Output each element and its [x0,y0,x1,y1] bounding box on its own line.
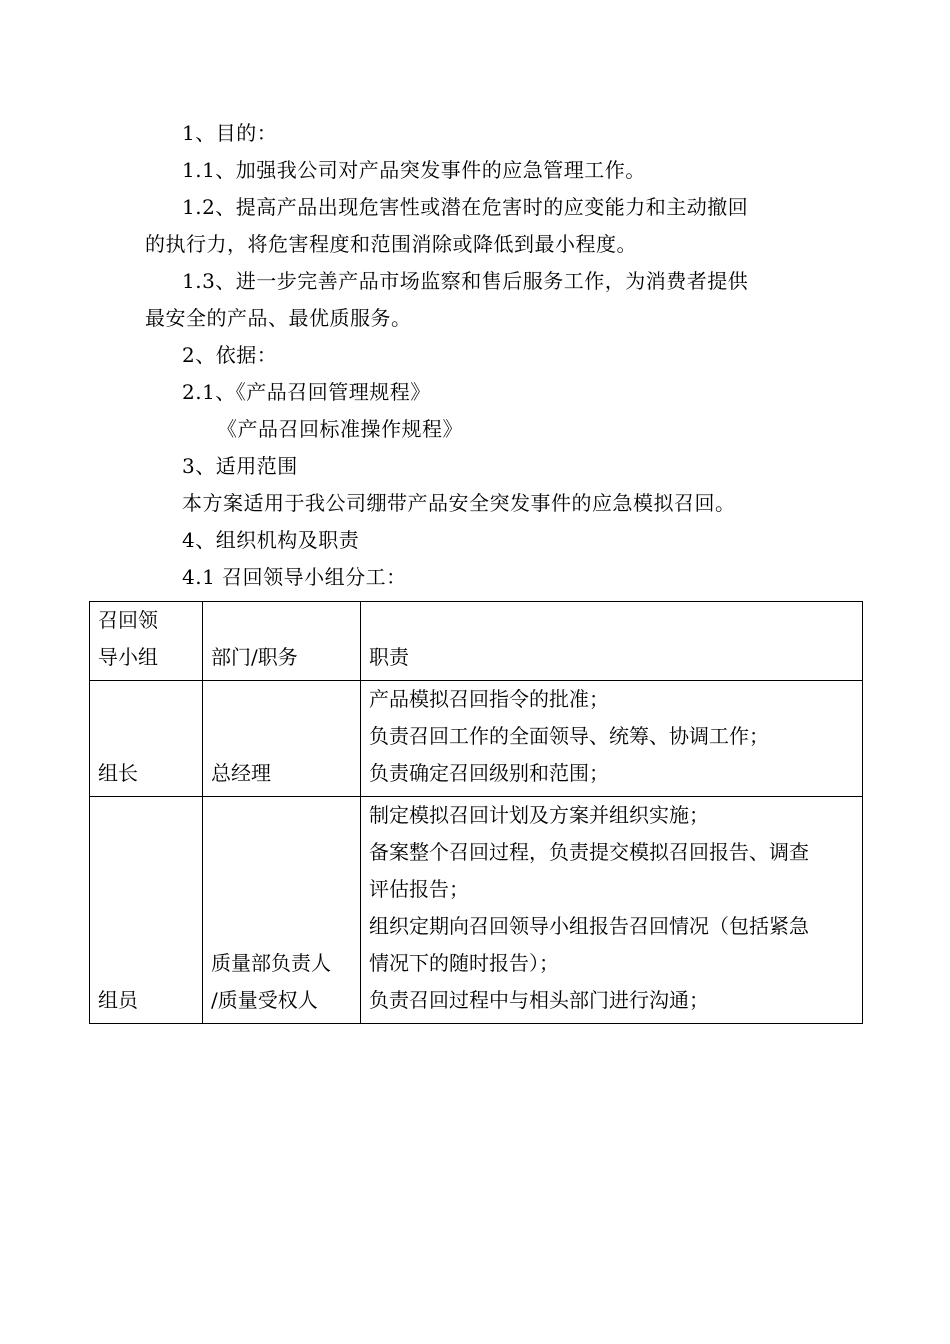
section-heading-purpose: 1、目的： [182,121,278,145]
paragraph-1-2-line1: 1.2、提高产品出现危害性或潜在危害时的应变能力和主动撤回 [182,195,749,219]
table-row [90,797,863,1024]
recall-team-table [89,601,863,1024]
row-dept-cell: 质量部负责人 /质量受权人 [203,797,361,1024]
paragraph-4-1: 4.1 召回领导小组分工： [182,565,407,589]
row-dept-cell: 总经理 [203,681,361,797]
paragraph-1-3-line1: 1.3、进一步完善产品市场监察和售后服务工作，为消费者提供 [182,269,749,293]
section-heading-organization: 4、组织机构及职责 [182,528,360,552]
paragraph-2-1: 2.1、《产品召回管理规程》 [182,380,431,404]
table-header-row [90,602,863,681]
row-duty-cell: 产品模拟召回指令的批准； 负责召回工作的全面领导、统筹、协调工作； 负责确定召回级别和范围； [361,681,863,797]
section-heading-scope: 3、适用范围 [182,454,298,478]
table-row [90,681,863,797]
paragraph-2-1-cont: 《产品召回标准操作规程》 [217,417,463,441]
paragraph-1-1: 1.1、加强我公司对产品突发事件的应急管理工作。 [182,158,646,182]
header-duty: 职责 [361,602,863,681]
row-group-cell: 组员 [90,797,203,1024]
header-group: 召回领 导小组 [90,602,203,681]
header-dept: 部门/职务 [203,602,361,681]
row-group-cell: 组长 [90,681,203,797]
paragraph-1-2-line2: 的执行力，将危害程度和范围消除或降低到最小程度。 [145,232,637,256]
paragraph-1-3-line2: 最安全的产品、最优质服务。 [145,306,412,330]
row-duty-cell: 制定模拟召回计划及方案并组织实施； 备案整个召回过程，负责提交模拟召回报告、调查 评估报告； 组织定期向召回领导小组报告召回情况（包括紧急 情况下的随时报告）； 负责召回过程中与相头部门进行沟通； [361,797,863,1024]
paragraph-scope: 本方案适用于我公司绷带产品安全突发事件的应急模拟召回。 [182,491,736,515]
section-heading-basis: 2、依据： [182,343,278,367]
